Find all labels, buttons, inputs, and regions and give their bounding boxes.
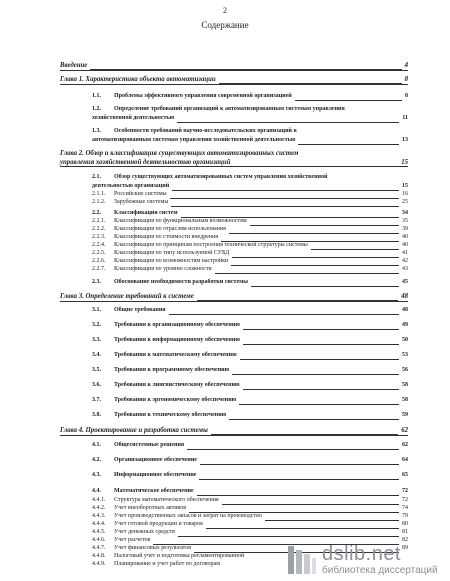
toc-entry: [92, 128, 408, 136]
toc-entry: [92, 226, 408, 234]
toc-entry-number: 2.3.: [92, 279, 101, 285]
toc-entry: [92, 322, 408, 330]
toc-entry-number: 4.4.2.: [92, 505, 106, 511]
toc-entry: [92, 367, 408, 375]
section-rule: [60, 166, 408, 167]
toc-entry: [92, 488, 408, 496]
toc-entry-page: 45: [402, 279, 408, 285]
toc-entry-number: 4.4.7.: [92, 545, 106, 551]
toc-entry-title: управления хозяйственной деятельностью организаций: [60, 159, 231, 166]
toc-entry-title: Классификация по уровню сложности: [114, 266, 212, 272]
toc-entry-title: Математическое обеспечение: [114, 488, 194, 494]
toc-entry-page: 39: [402, 226, 408, 232]
toc-entry-number: 2.2.4.: [92, 242, 106, 248]
toc-entry: [92, 279, 408, 287]
toc-entry-number: 4.4.6.: [92, 537, 106, 543]
toc-leader-line: [232, 374, 399, 375]
toc-entry-title: Глава 4. Проектирование и разработка системы: [60, 427, 208, 434]
toc-leader-line: [197, 495, 399, 496]
toc-entry: [92, 412, 408, 420]
toc-entry: [92, 266, 408, 274]
toc-entry-number: 2.2.2.: [92, 226, 106, 232]
toc-entry-title: Требования к лингвистическому обеспечению: [114, 382, 240, 388]
toc-entry-page: 16: [402, 191, 408, 197]
toc-entry: [60, 62, 408, 70]
toc-entry-page: 62: [402, 442, 408, 448]
toc-entry-page: 62: [401, 427, 408, 434]
toc-leader-line: [171, 206, 399, 207]
toc-entry-number: 2.1.1.: [92, 191, 106, 197]
watermark: [284, 543, 444, 577]
toc-entry-title: Классификация по типу используемой СУБД: [114, 250, 230, 256]
toc-entry: [92, 93, 408, 101]
toc-entry: [92, 234, 408, 242]
toc-entry: [92, 457, 408, 465]
toc-entry-page: 43: [402, 266, 408, 272]
toc-entry-title: Классификация по возможностям настройки: [114, 258, 229, 264]
toc-entry-title: Зарубежные системы: [114, 199, 169, 205]
toc-entry-number: 3.5.: [92, 367, 101, 373]
toc-leader-line: [239, 404, 399, 405]
toc-entry-title: Проблемы эффективного управления современной организацией: [114, 93, 292, 99]
toc-entry: [92, 513, 408, 521]
toc-entry-title: Введение: [60, 62, 88, 69]
toc-entry-page: 13: [402, 137, 408, 143]
toc-entry: [92, 497, 408, 505]
toc-entry-number: 4.4.8.: [92, 553, 106, 559]
toc-entry-title: Учет расчетов: [114, 537, 151, 543]
toc-entry-page: 64: [402, 457, 408, 463]
toc-entry-number: 2.2.3.: [92, 234, 106, 240]
toc-entry: [92, 218, 408, 226]
toc-entry-title: Требования к программному обеспечению: [114, 367, 230, 373]
toc-entry-page: 50: [402, 337, 408, 343]
toc-entry: [92, 397, 408, 405]
toc-entry-page: 56: [402, 367, 408, 373]
toc-leader-line: [295, 100, 402, 101]
toc-leader-line: [240, 359, 399, 360]
toc-entry-title: Особенности требований научно-исследовательских организаций к: [114, 128, 297, 134]
toc-entry-number: 1.2.: [92, 106, 101, 112]
toc-entry-title: Классификация систем: [114, 210, 178, 216]
toc-entry: [60, 293, 408, 301]
toc-entry-number: 4.4.5.: [92, 529, 106, 535]
toc-entry-title: Требования к техническому обеспечению: [114, 412, 227, 418]
toc-entry-page: 81: [402, 529, 408, 535]
toc-entry-title: Обоснование необходимости разработки системы: [114, 279, 248, 285]
toc-leader-line: [169, 314, 399, 315]
toc-entry-title: Налоговый учет и подготовка регламентированной: [114, 553, 245, 559]
toc-entry-number: 4.4.9.: [92, 561, 106, 567]
toc-entry: [60, 76, 408, 84]
toc-entry-title: Глава 1. Характеристика объекта автоматизации: [60, 76, 216, 83]
toc-entry-title: Информационное обеспечение: [114, 472, 197, 478]
toc-entry-page: 72: [402, 488, 408, 494]
toc-entry: [92, 382, 408, 390]
toc-entry: [92, 115, 408, 123]
toc-entry-page: 49: [402, 322, 408, 328]
toc-entry-title: деятельностью организаций: [92, 183, 170, 189]
toc-entry-title: автоматизированным системам управления хозяйственной деятельностью: [92, 137, 296, 143]
toc-entry-title: Планирование и учет работ по договорам: [114, 561, 221, 567]
toc-entry-number: 2.2.1.: [92, 218, 106, 224]
toc-entry-title: Глава 2. Обзор и классификация существующих автоматизированных систем: [60, 150, 299, 157]
toc-entry-page: 15: [401, 159, 408, 166]
toc-entry-page: 65: [402, 472, 408, 478]
toc-entry-number: 4.4.4.: [92, 521, 106, 527]
toc-entry-number: 3.3.: [92, 337, 101, 343]
toc-title: Содержание: [201, 20, 249, 30]
toc-entry-page: 79: [402, 513, 408, 519]
toc-entry: [92, 250, 408, 258]
toc-entry: [92, 106, 408, 114]
toc-entry-title: Общесистемные решения: [114, 442, 185, 448]
toc-entry-page: 80: [402, 521, 408, 527]
toc-entry-title: Классификация по функциональным возможностям: [114, 218, 247, 224]
toc-entry: [92, 137, 408, 145]
toc-entry-title: Глава 3. Определение требований к системе: [60, 293, 194, 300]
toc-leader-line: [215, 273, 399, 274]
toc-leader-line: [251, 286, 399, 287]
toc-entry-page: 41: [402, 250, 408, 256]
toc-entry-title: Классификация по стоимости внедрения: [114, 234, 219, 240]
toc-entry-title: Требования к эргономическому обеспечению: [114, 397, 237, 403]
toc-entry-number: 2.1.2.: [92, 199, 106, 205]
toc-entry-number: 2.2.7.: [92, 266, 106, 272]
toc-leader-line: [187, 449, 399, 450]
toc-entry: [92, 352, 408, 360]
section-rule: [60, 301, 408, 302]
toc-entry-title: Структура математического обеспечения: [114, 497, 219, 503]
toc-entry: [92, 199, 408, 207]
toc-entry-page: 48: [402, 307, 408, 313]
toc-entry: [92, 505, 408, 513]
toc-entry-page: 25: [402, 199, 408, 205]
toc-entry-number: 2.1.: [92, 174, 101, 180]
toc-entry-number: 4.4.: [92, 488, 101, 494]
toc-entry: [92, 442, 408, 450]
toc-entry-page: 40: [402, 242, 408, 248]
toc-entry: [92, 258, 408, 266]
toc-entry: [92, 191, 408, 199]
dslib-logo-icon: [284, 543, 318, 577]
toc-leader-line: [243, 329, 399, 330]
toc-entry: [60, 150, 408, 158]
toc-entry-number: 3.4.: [92, 352, 101, 358]
toc-entry-number: 4.3.: [92, 472, 101, 478]
toc-entry-number: 3.1.: [92, 307, 101, 313]
toc-entry-number: 3.2.: [92, 322, 101, 328]
toc-entry-page: 40: [402, 234, 408, 240]
toc-entry-title: Учет производственных запасов и затрат на производство: [114, 513, 262, 519]
toc-entry-number: 1.1.: [92, 93, 101, 99]
toc-entry-page: 35: [402, 218, 408, 224]
toc-entry-page: 74: [402, 505, 408, 511]
toc-entry-title: Учет внеоборотных активов: [114, 505, 187, 511]
toc-leader-line: [199, 479, 399, 480]
toc-entry-page: 89: [402, 545, 408, 551]
toc-entry-title: Учет денежных средств: [114, 529, 175, 535]
toc-entry-title: Требования к математическому обеспечению: [114, 352, 237, 358]
toc-entry-number: 4.2.: [92, 457, 101, 463]
toc-leader-line: [177, 122, 399, 123]
toc-entry-number: 2.2.5.: [92, 250, 106, 256]
toc-entry-title: Организационное обеспечение: [114, 457, 197, 463]
toc-entry-page: 58: [402, 397, 408, 403]
toc-entry: [92, 174, 408, 182]
toc-leader-line: [243, 344, 399, 345]
toc-entry-page: 82: [402, 537, 408, 543]
toc-entry-page: 59: [402, 412, 408, 418]
section-rule: [60, 84, 408, 85]
watermark-site: dslib.net: [322, 543, 401, 565]
toc-entry: [92, 242, 408, 250]
toc-entry: [92, 183, 408, 191]
toc-entry-page: 58: [402, 382, 408, 388]
toc-entry: [92, 337, 408, 345]
toc-leader-line: [243, 389, 399, 390]
toc-entry-title: Общие требования: [114, 307, 166, 313]
toc-entry: [92, 521, 408, 529]
toc-entry-title: Классификация по принципам построения технической структуры системы: [114, 242, 308, 248]
toc-leader-line: [229, 419, 399, 420]
toc-entry-title: Учет готовой продукции и товаров: [114, 521, 203, 527]
toc-entry-number: 1.3.: [92, 128, 101, 134]
toc-entry-title: Требования к организационному обеспечению: [114, 322, 240, 328]
toc-entry-page: 53: [402, 352, 408, 358]
toc-entry-number: 2.2.: [92, 210, 101, 216]
section-rule: [60, 70, 408, 71]
toc-entry-title: хозяйственной деятельностью: [92, 115, 175, 121]
toc-entry-page: 8: [404, 76, 408, 83]
toc-entry-title: Требования к информационному обеспечению: [114, 337, 240, 343]
toc-entry: [92, 472, 408, 480]
toc-entry-page: 72: [402, 497, 408, 503]
toc-entry-number: 3.7.: [92, 397, 101, 403]
toc-entry: [92, 529, 408, 537]
toc-leader-line: [200, 464, 399, 465]
toc-entry-page: 34: [402, 210, 408, 216]
toc-entry-title: Российские системы: [114, 191, 167, 197]
toc-entry-page: 48: [401, 293, 408, 300]
toc-leader-line: [298, 144, 399, 145]
toc-entry-number: 3.6.: [92, 382, 101, 388]
toc-entry-page: 15: [402, 183, 408, 189]
toc-entry-number: 4.4.3.: [92, 513, 106, 519]
toc-entry-number: 2.2.6.: [92, 258, 106, 264]
toc-entry-number: 3.8.: [92, 412, 101, 418]
toc-entry: [92, 210, 408, 218]
watermark-caption: библиотека диссертаций: [322, 565, 438, 576]
section-rule: [60, 435, 408, 436]
toc-entry-title: Классификация по отраслям использования: [114, 226, 226, 232]
toc-entry-title: Обзор существующих автоматизированных систем управления хозяйственной: [114, 174, 328, 180]
toc-entry-page: 11: [402, 115, 408, 121]
toc-entry-page: 42: [402, 258, 408, 264]
toc-entry-number: 4.4.1.: [92, 497, 106, 503]
toc-entry-title: Учет финансовых результатов: [114, 545, 192, 551]
toc-entry-page: 8: [405, 93, 408, 99]
toc-entry-title: Определение требований организаций к автоматизированным системам управления: [114, 106, 345, 112]
toc-entry-page: 4: [404, 62, 408, 69]
toc-entry: [92, 307, 408, 315]
toc-entry: [60, 427, 408, 435]
toc-entry-number: 4.1.: [92, 442, 101, 448]
page-number: 2: [223, 6, 227, 15]
